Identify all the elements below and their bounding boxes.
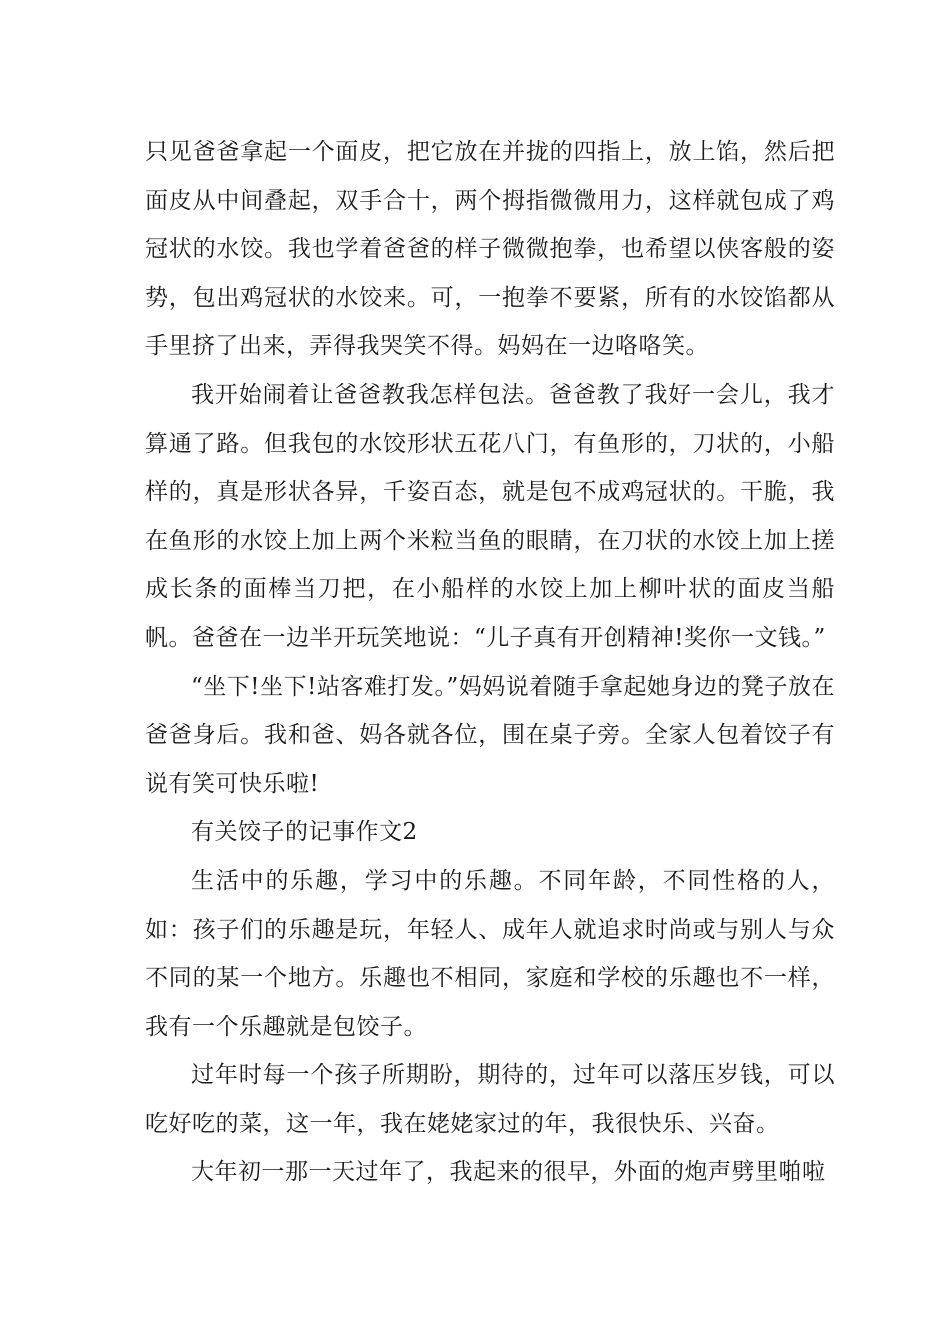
paragraph-new-year: 过年时每一个孩子所期盼，期待的，过年可以落压岁钱，可以吃好吃的菜，这一年，我在姥姥家过的年，我很快乐、兴奋。 — [145, 1062, 835, 1137]
paragraph-learning-shapes: 我开始闹着让爸爸教我怎样包法。爸爸教了我好一会儿，我才算通了路。但我包的水饺形状五花八门，有鱼形的，刀状的，小船样的，真是形状各异，千姿百态，就是包不成鸡冠状的。干脆，我在鱼形的水饺上加上两个米粒当鱼的眼睛，在刀状的水饺上加上搓成长条的面棒当刀把，在小船样的水饺上加上柳叶状的面皮当船帆。爸爸在一边半开玩笑地说：“儿子真有开创精神!奖你一文钱。” — [145, 381, 835, 651]
paragraph-first-day: 大年初一那一天过年了，我起来的很早，外面的炮声劈里啪啦 — [191, 1159, 826, 1186]
paragraph-family-together: “坐下!坐下!站客难打发。”妈妈说着随手拿起她身边的凳子放在爸爸身后。我和爸、妈各就各位，围在桌子旁。全家人包着饺子有说有笑可快乐啦! — [145, 673, 835, 797]
document-body — [145, 128, 835, 1197]
essay-title-2: 有关饺子的记事作文2 — [191, 819, 418, 846]
paragraph-fun-in-life: 生活中的乐趣，学习中的乐趣。不同年龄，不同性格的人，如：孩子们的乐趣是玩，年轻人、成年人就追求时尚或与别人与众不同的某一个地方。乐趣也不相同，家庭和学校的乐趣也不一样，我有一个乐趣就是包饺子。 — [145, 867, 835, 1040]
paragraph-dumpling-folding: 只见爸爸拿起一个面皮，把它放在并拢的四指上，放上馅，然后把面皮从中间叠起，双手合十，两个拇指微微用力，这样就包成了鸡冠状的水饺。我也学着爸爸的样子微微抱拳，也希望以侠客般的姿势，包出鸡冠状的水饺来。可，一抱拳不要紧，所有的水饺馅都从手里挤了出来，弄得我哭笑不得。妈妈在一边咯咯笑。 — [145, 139, 835, 360]
